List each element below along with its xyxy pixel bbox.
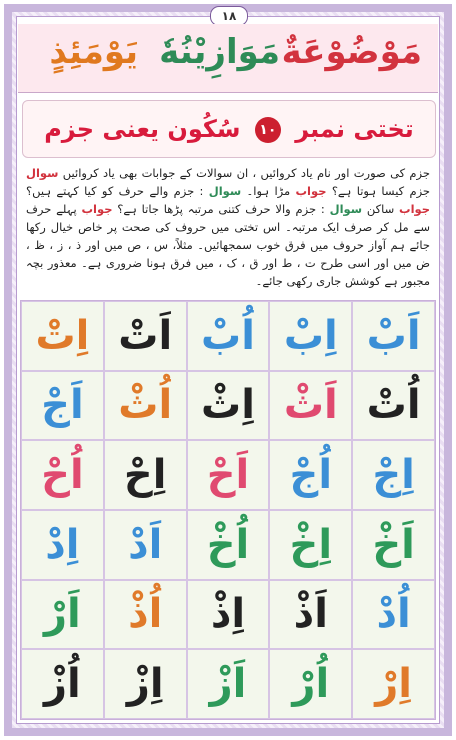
letter-cell: اُجْ bbox=[269, 440, 352, 510]
letter-cell: اُحْ bbox=[21, 440, 104, 510]
answer-label: جواب bbox=[81, 202, 113, 216]
answer-label: جواب bbox=[295, 184, 327, 198]
letter-cell: اِزْ bbox=[104, 649, 187, 719]
letter-grid bbox=[20, 300, 436, 720]
letter-cell: اِذْ bbox=[187, 580, 270, 650]
teacher-instructions bbox=[26, 164, 430, 300]
letter-cell: اُبْ bbox=[187, 301, 270, 371]
answer-label: جواب bbox=[399, 202, 431, 216]
letter-cell: اُخْ bbox=[187, 510, 270, 580]
lesson-title: سُکُون یعنی جزم bbox=[44, 115, 241, 143]
letter-cell: اِخْ bbox=[269, 510, 352, 580]
question-label: سوال bbox=[329, 202, 363, 216]
letter-cell: اَتْ bbox=[104, 301, 187, 371]
letter-cell: اُثْ bbox=[104, 371, 187, 441]
letter-cell: اِدْ bbox=[21, 510, 104, 580]
letter-cell: اُرْ bbox=[269, 649, 352, 719]
title-word: مَوْضُوْعَةٌ bbox=[281, 32, 422, 72]
letter-cell: اِجْ bbox=[352, 440, 435, 510]
instruction-text: ساکن bbox=[366, 202, 395, 216]
letter-cell: اُتْ bbox=[352, 371, 435, 441]
letter-cell: اِتْ bbox=[21, 301, 104, 371]
instruction-text: پہلے حرف سے مل کر صرف ایک مرتبہ۔ اس تختی میں حروف کی صحت پر خاص خیال رکھا جائے ہم آواز حروف میں فرق خوب سمجھائیں۔ مثلاً، س ، ص میں اور ذ ، ز ، ظ ، ض میں اور اسی طرح ت ، ط اور ق ، ک ، میں فرق ہونا ضروری ہے۔ معذور بچہ مجبور ہے کوشش جاری رکھی جائے۔ bbox=[26, 202, 430, 288]
lesson-heading bbox=[22, 100, 436, 158]
letter-cell: اِثْ bbox=[187, 371, 270, 441]
letter-cell: اَزْ bbox=[187, 649, 270, 719]
instruction-text: جزم کی صورت اور نام یاد کروائیں ، ان سوالات کے جوابات بھی یاد کروائیں bbox=[62, 166, 431, 180]
instruction-text: : جزم والے حرف کو کیا کہتے ہیں؟ bbox=[26, 184, 204, 198]
question-label: سوال bbox=[26, 166, 59, 180]
letter-cell: اَحْ bbox=[187, 440, 270, 510]
letter-cell: اَبْ bbox=[352, 301, 435, 371]
instruction-text: : جزم والا حرف کتنی مرتبہ پڑھا جاتا ہے؟ bbox=[117, 202, 325, 216]
page-number: ۱۸ bbox=[210, 6, 248, 26]
letter-cell: اَرْ bbox=[21, 580, 104, 650]
lesson-label: تختی نمبر bbox=[295, 115, 414, 143]
instruction-text: مڑا ہوا۔ bbox=[246, 184, 291, 198]
title-word: مَوَازِيْنُهٗ bbox=[159, 32, 280, 72]
title-word: يَوْمَئِذٍ bbox=[49, 32, 138, 72]
lesson-number-badge: ۱۰ bbox=[255, 117, 281, 143]
letter-cell: اِبْ bbox=[269, 301, 352, 371]
letter-cell: اَجْ bbox=[21, 371, 104, 441]
letter-cell: اُذْ bbox=[104, 580, 187, 650]
letter-cell: اُزْ bbox=[21, 649, 104, 719]
letter-cell: اَدْ bbox=[104, 510, 187, 580]
title-band bbox=[18, 24, 438, 93]
letter-cell: اِرْ bbox=[352, 649, 435, 719]
letter-cell: اَذْ bbox=[269, 580, 352, 650]
letter-cell: اَثْ bbox=[269, 371, 352, 441]
letter-cell: اُدْ bbox=[352, 580, 435, 650]
instruction-text: جزم کیسا ہوتا ہے؟ bbox=[331, 184, 431, 198]
question-label: سوال bbox=[208, 184, 242, 198]
letter-cell: اِحْ bbox=[104, 440, 187, 510]
letter-cell: اَخْ bbox=[352, 510, 435, 580]
